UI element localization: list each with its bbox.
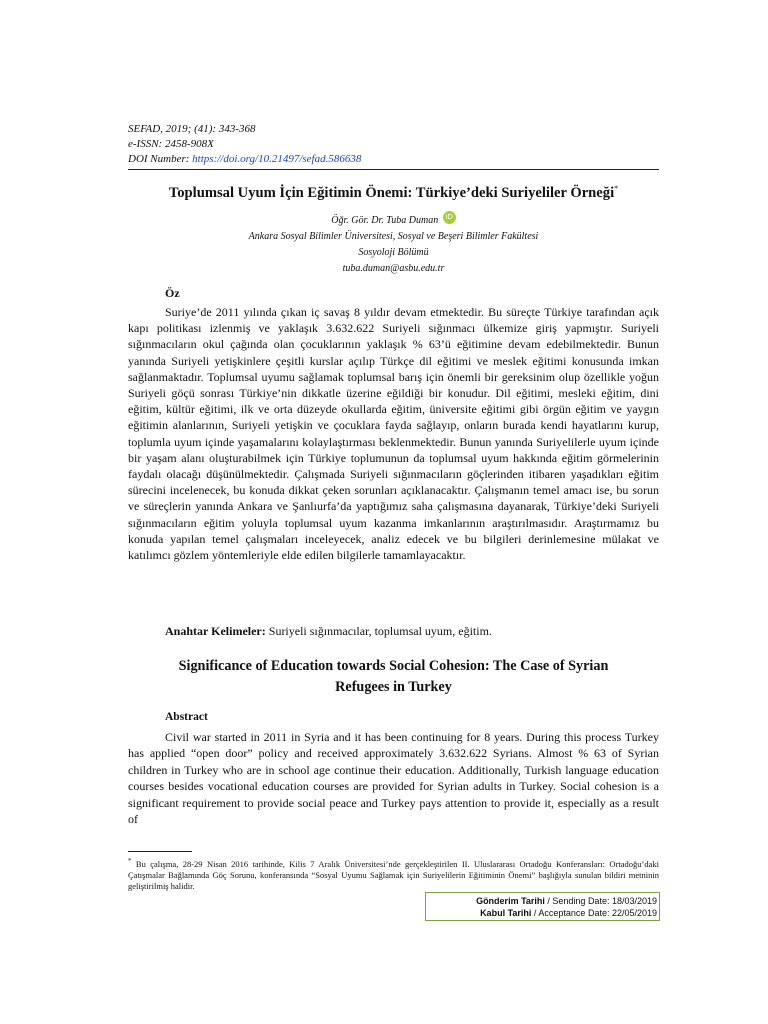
footnote-text: Bu çalışma, 28-29 Nisan 2016 tarihinde, Kilis 7 Aralık Üniversitesi’nde gerçekleştirilen II. Uluslararası Ortadoğu Konferansları: Ortadoğu’daki Çatışmalar Bağlamında Göç Sorunu, konferansında “Sosyal Uyumu Sağlamak için Suriyelilerin Eğitiminin Önemi” başlığıyla sunulan bildiri metninin geliştirilmiş halidir.: [128, 858, 659, 892]
acceptance-date-value: / Acceptance Date: 22/05/2019: [531, 908, 657, 918]
title-english-line-1: Significance of Education towards Social Cohesion: The Case of Syrian: [178, 658, 609, 674]
sending-date-value: / Sending Date: 18/03/2019: [544, 896, 657, 906]
keywords-label: Anahtar Kelimeler:: [165, 624, 266, 638]
author-name: Öğr. Gör. Dr. Tuba Duman: [331, 215, 439, 226]
journal-eissn: e-ISSN: 2458-908X: [128, 138, 214, 150]
doi-link[interactable]: https://doi.org/10.21497/sefad.586638: [192, 153, 362, 165]
paper-page: [128, 0, 659, 1024]
submission-dates-box: [425, 892, 660, 921]
journal-citation: SEFAD, 2019; (41): 343-368: [128, 123, 256, 135]
acceptance-date: [428, 907, 657, 919]
footnote-mark: *: [128, 857, 132, 865]
author-affiliation-1: Ankara Sosyal Bilimler Üniversitesi, Sosyal ve Beşeri Bilimler Fakültesi: [248, 231, 539, 242]
title-english: [128, 656, 659, 698]
author-line: [128, 213, 659, 229]
footnote: [128, 856, 659, 892]
footnote-divider: [128, 851, 192, 852]
journal-doi: [128, 152, 659, 167]
title-turkish: [128, 184, 659, 202]
author-affiliation-2: Sosyoloji Bölümü: [358, 247, 429, 258]
orcid-icon[interactable]: iD: [443, 211, 456, 224]
keywords: [165, 624, 492, 639]
acceptance-date-label: Kabul Tarihi: [480, 908, 532, 918]
journal-header: [128, 122, 659, 170]
title-footnote-mark: *: [614, 184, 619, 193]
keywords-value: Suriyeli sığınmacılar, toplumsal uyum, eğitim.: [265, 624, 492, 638]
sending-date: [428, 895, 657, 907]
title-english-line-2: Refugees in Turkey: [335, 679, 452, 695]
oz-heading: Öz: [165, 286, 180, 300]
abstract-heading: Abstract: [165, 711, 208, 723]
oz-text: Suriye’de 2011 yılında çıkan iç savaş 8 yıldır devam etmektedir. Bu süreçte Türkiye tarafından açık kapı politikası izlenmiş ve yaklaşık 3.632.622 Suriyeli sığınmacı ülkemize giriş yapmıştır. Suriyeli sığınmacıların okul çağında olan çocuklarının yaklaşık % 63’ü eğitimine devam edebilmektedir. Bunun yanında Suriyeli yetişkinlere çeşitli kurslar açılıp Türkçe dil eğitimi ve meslek eğitimi konusunda imkan sağlanmaktadır. Toplumsal uyumu sağlamak toplumsal barış için önemli bir gereksinim olup özellikle yoğun Suriyeli göçü sonrası Türkiye’nin dikkatle üzerine eğildiği bir konudur. Dil eğitimi, mesleki eğitim, dini eğitim, kültür eğitimi, ilk ve orta düzeyde okullarda eğitim, üniversite eğitimi gibi örgün eğitim ve yaygın eğitimin alanlarının, Suriyeli yetişkin ve çocuklara fayda sağlayıp, onların burada kendi hayatlarını kurup, toplumla uyum içinde yaşamalarını kolaylaştırması beklenmektedir. Bunun yanında Suriyelilerle uyum içinde bir yaşam alanı oluşturabilmek için Türkiye toplumunun da toplumsal uyum hakkında eğitim görmelerinin faydalı olacağı düşünülmektedir. Çalışmada Suriyeli sığınmacıların göçlerinden itibaren yaşadıkları eğitim sürecini incelenecek, bu konuda dikkat çeken sorunları açıklanacaktır. Çalışmanın temel amacı ise, bu sorun ve süreçlerin yanında Ankara ve Şanlıurfa’da yaptığımız saha çalışmasına dayanarak, Türkiye’deki Suriyeli sığınmacıların eğitim yoluyla toplumsal uyum kazanma imkanlarının araştırılmasıdır. Araştırmamız bu konuda yapılan temel çalışmaları inceleyecek, analiz edecek ve bu bilgileri derinlemesine mülakat ve katılımcı gözlem yöntemleriyle elde edilen bilgilerle tamamlayacaktır.: [128, 305, 659, 563]
sending-date-label: Gönderim Tarihi: [476, 896, 545, 906]
title-turkish-text: Toplumsal Uyum İçin Eğitimin Önemi: Türkiye’deki Suriyeliler Örneği: [168, 184, 615, 201]
author-block: [128, 213, 659, 277]
doi-label: DOI Number:: [128, 153, 193, 165]
abstract-text: Civil war started in 2011 in Syria and it has been continuing for 8 years. During this process Turkey has applied “open door” policy and received approximately 3.632.622 Syrians. Almost % 63 of Syrian children in Turkey who are in school age continue their education. Additionally, Turkish language education courses besides vocational education courses are provided for Syrian adults in Turkey. Social cohesion is a significant requirement to provide social peace and Turkey pays attention to provide it, especially as a result of: [128, 730, 659, 827]
author-email: tuba.duman@asbu.edu.tr: [342, 263, 445, 274]
